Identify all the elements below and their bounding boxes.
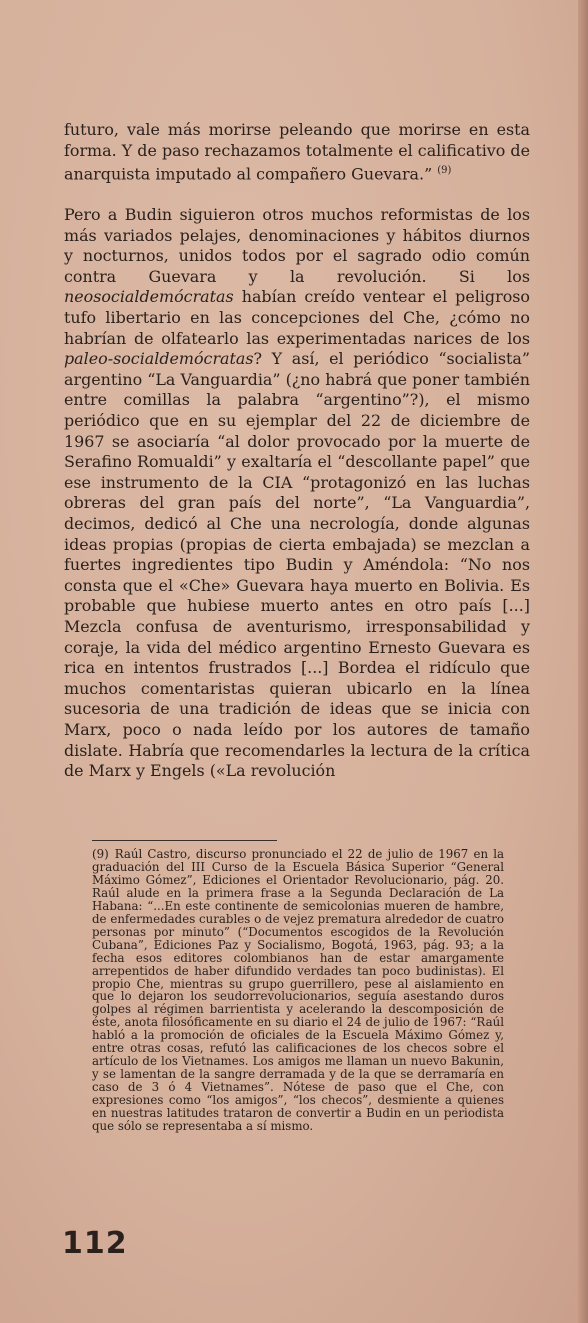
footnote-reference: (9) xyxy=(437,165,452,177)
footnote xyxy=(92,848,504,1133)
body-text xyxy=(64,120,530,782)
emphasis-paleo-socialdemocratas: paleo-socialdemócratas xyxy=(64,349,254,369)
paragraph-2 xyxy=(64,205,530,782)
paragraph-2-text-a: Pero a Budin siguieron otros muchos reformistas de los más variados pelajes, denominaciones y hábitos diurnos y nocturnos, unidos todos por el sagrado odio común contra Guevara y la revolución. Si los xyxy=(64,205,530,286)
paragraph-1 xyxy=(64,120,530,185)
footnote-mark: (9) xyxy=(92,847,109,861)
emphasis-neosocialdemocratas: neosocialdemócratas xyxy=(64,287,234,307)
footnote-text: Raúl Castro, discurso pronunciado el 22 de julio de 1967 en la graduación del III Curso de la Escuela Básica Superior “General Máximo Gómez”, Ediciones el Orientador Revolucionario, pág. 20. Raúl alude en la primera frase a la Segunda Declaración de La Habana: “...En este continente de semicolonias mueren de hambre, de enfermedades curables o de vejez prematura alrededor de cuatro personas por minuto” (“Documentos escogidos de la Revolución Cubana”, Ediciones Paz y Socialismo, Bogotá, 1963, pág. 93; a la fecha esos editores colombianos han de estar amargamente arrepentidos de haber difundido verdades tan poco budinistas). El propio Che, mientras su grupo guerrillero, pese al aislamiento en que lo dejaron los seudorrevolucionarios, seguía asestando duros golpes al régimen barrientista y acelerando la descomposición de éste, anota filosóficamente en su diario el 24 de julio de 1967: “Raúl habló a la promoción de oficiales de la Escuela Máximo Gómez y, entre otras cosas, refutó las calificaciones de los checos sobre el artículo de los Vietnames. Los amigos me llaman un nuevo Bakunin, y se lamentan de la sangre derramada y de la que se derramaría en caso de 3 ó 4 Vietnames”. Nótese de paso que el Che, con expresiones como “los amigos”, “los checos”, desmiente a quienes en nuestras latitudes trataron de convertir a Budin en un periodista que sólo se representaba a sí mismo. xyxy=(92,847,504,1134)
paragraph-2-text-c: ? Y así, el periódico “socialista” argentino “La Vanguardia” (¿no habrá que poner también entre comillas la palabra “argentino”?), el mismo periódico que en su ejemplar del 22 de diciembre de 1967 se asociaría “al dolor provocado por la muerte de Serafino Romualdi” y exaltaría el “descollante papel” que ese instrumento de la CIA “protagonizó en las luchas obreras del gran país del norte”, “La Vanguardia”, decimos, dedicó al Che una necrología, donde algunas ideas propias (propias de cierta embajada) se mezclan a fuertes ingredientes tipo Budin y Améndola: “No nos consta que el «Che» Guevara haya muerto en Bolivia. Es probable que hubiese muerto antes en otro país [...] Mezcla confusa de aventurismo, irresponsabilidad y coraje, la vida del médico argentino Ernesto Guevara es rica en intentos frustrados [...] Bordea el ridículo que muchos comentaristas quieran ubicarlo en la línea sucesoria de una tradición de ideas que se inicia con Marx, poco o nada leído por los autores de tamaño dislate. Habría que recomendarles la lectura de la crítica de Marx y Engels («La revolución xyxy=(64,349,530,781)
footnote-divider xyxy=(92,840,277,841)
paragraph-2-text-b: habían creído ventear el peligroso tufo libertario en las concepciones del Che, ¿cómo no habrían de olfatearlo las experimentadas narices de los xyxy=(64,287,530,348)
paragraph-1-text: futuro, vale más morirse peleando que morirse en esta forma. Y de paso rechazamos totalmente el calificativo de anarquista imputado al compañero Guevara.” xyxy=(64,120,530,184)
page-number: 112 xyxy=(62,1226,128,1261)
page-edge xyxy=(578,0,588,1323)
